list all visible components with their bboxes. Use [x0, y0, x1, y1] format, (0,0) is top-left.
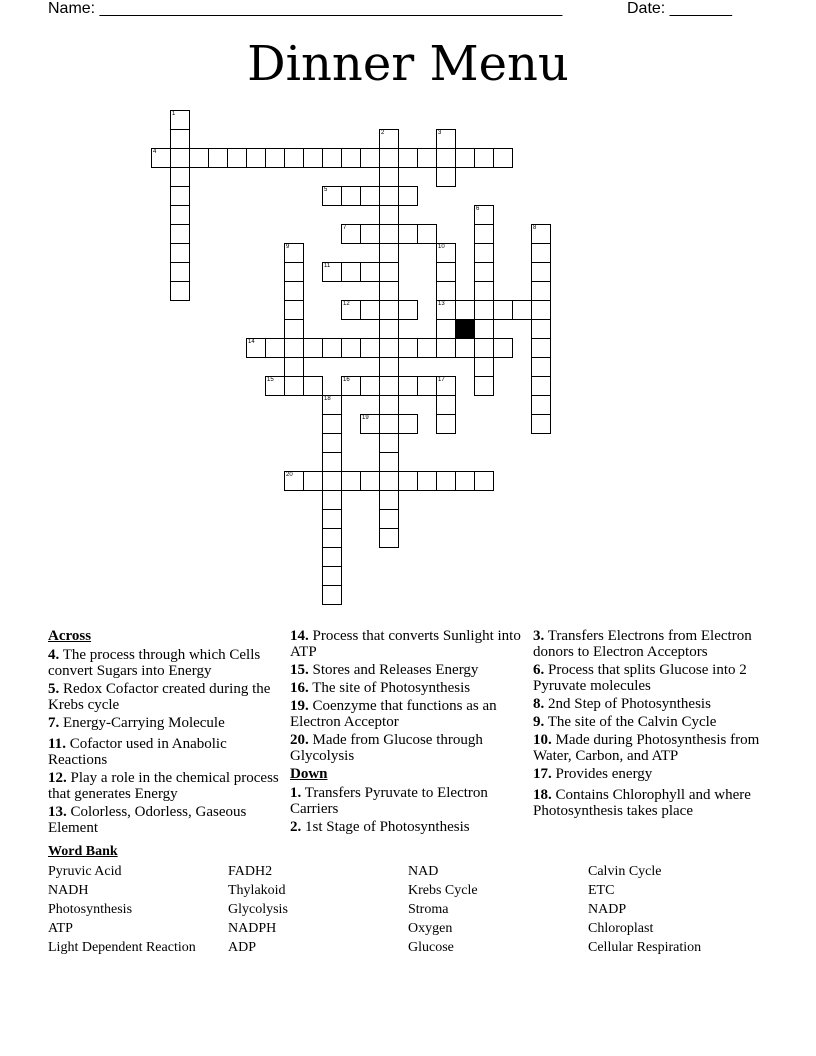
clue-across-11: 11. Cofactor used in Anabolic Reactions: [48, 736, 227, 768]
grid-cell[interactable]: [417, 338, 437, 358]
word-bank-item: Glucose: [408, 940, 454, 955]
word-bank-item: Stroma: [408, 902, 449, 917]
word-bank-item: Thylakoid: [228, 883, 286, 898]
clue-down-6: 6. Process that splits Glucose into 2 Pyruvate molecules: [533, 662, 747, 694]
grid-cell[interactable]: [265, 376, 285, 396]
grid-cell[interactable]: [474, 471, 494, 491]
clue-number: 17: [438, 377, 445, 383]
clue-down-1: 1. Transfers Pyruvate to Electron Carriers: [290, 785, 488, 817]
grid-cell[interactable]: [512, 300, 532, 320]
word-bank-item: ADP: [228, 940, 257, 955]
grid-cell[interactable]: [379, 319, 399, 339]
clue-down-18: 18. Contains Chlorophyll and where Photosynthesis takes place: [533, 787, 751, 819]
grid-cell[interactable]: [341, 338, 361, 358]
grid-cell[interactable]: [284, 262, 304, 282]
clue-number: 3: [438, 130, 442, 136]
grid-cell[interactable]: [360, 414, 380, 434]
grid-cell[interactable]: [322, 186, 342, 206]
grid-cell[interactable]: [284, 300, 304, 320]
grid-cell[interactable]: [170, 129, 190, 149]
grid-cell[interactable]: [284, 357, 304, 377]
grid-cell[interactable]: [284, 148, 304, 168]
grid-cell[interactable]: [379, 281, 399, 301]
grid-cell[interactable]: [531, 243, 551, 263]
grid-cell[interactable]: [379, 471, 399, 491]
grid-cell[interactable]: [170, 262, 190, 282]
word-bank-item: Photosynthesis: [48, 902, 133, 917]
grid-cell[interactable]: [379, 357, 399, 377]
grid-cell[interactable]: [474, 357, 494, 377]
word-bank-item: FADH2: [228, 864, 273, 879]
grid-cell[interactable]: [170, 281, 190, 301]
clue-across-5: 5. Redox Cofactor created during the Krebs cycle: [48, 681, 271, 713]
grid-cell[interactable]: [246, 338, 266, 358]
clue-down-3: 3. Transfers Electrons from Electron donors to Electron Acceptors: [533, 628, 752, 660]
grid-cell[interactable]: [417, 224, 437, 244]
grid-cell[interactable]: [284, 243, 304, 263]
grid-cell[interactable]: [341, 224, 361, 244]
grid-cell[interactable]: [531, 319, 551, 339]
grid-cell[interactable]: [322, 452, 342, 472]
grid-cell[interactable]: [322, 148, 342, 168]
clue-number: 18: [324, 396, 331, 402]
grid-cell[interactable]: [436, 243, 456, 263]
clue-across-13: 13. Colorless, Odorless, Gaseous Element: [48, 804, 247, 836]
grid-cell[interactable]: [303, 148, 323, 168]
grid-cell[interactable]: [379, 528, 399, 548]
grid-cell[interactable]: [474, 262, 494, 282]
grid-cell[interactable]: [322, 395, 342, 415]
grid-cell[interactable]: [436, 262, 456, 282]
grid-cell[interactable]: [360, 262, 380, 282]
word-bank-item: Glycolysis: [228, 902, 288, 917]
clue-across-12: 12. Play a role in the chemical process that generates Energy: [48, 770, 279, 802]
grid-cell[interactable]: [322, 490, 342, 510]
grid-cell[interactable]: [493, 338, 513, 358]
word-bank-item: Chloroplast: [588, 921, 654, 936]
word-bank-item: Light Dependent Reaction: [48, 940, 196, 955]
grid-cell[interactable]: [379, 186, 399, 206]
grid-cell[interactable]: [379, 167, 399, 187]
grid-cell[interactable]: [398, 186, 418, 206]
grid-cell[interactable]: [379, 205, 399, 225]
clue-across-4: 4. The process through which Cells convert Sugars into Energy: [48, 647, 261, 679]
grid-cell[interactable]: [379, 509, 399, 529]
clue-across-14: 14. Process that converts Sunlight into ATP: [290, 628, 521, 660]
grid-cell[interactable]: [493, 148, 513, 168]
grid-cell[interactable]: [398, 471, 418, 491]
grid-cell[interactable]: [170, 167, 190, 187]
grid-cell[interactable]: [398, 148, 418, 168]
word-bank-title: Word Bank: [48, 844, 118, 859]
clue-number: 10: [438, 244, 445, 250]
clue-number: 19: [362, 415, 369, 421]
name-line[interactable]: Name: ____________________________________________________: [48, 0, 563, 17]
grid-cell[interactable]: [398, 414, 418, 434]
grid-cell[interactable]: [474, 205, 494, 225]
grid-cell[interactable]: [379, 243, 399, 263]
grid-cell[interactable]: [360, 471, 380, 491]
grid-cell[interactable]: [322, 566, 342, 586]
grid-cell[interactable]: [227, 148, 247, 168]
clue-number: 7: [343, 225, 347, 231]
grid-cell[interactable]: [170, 186, 190, 206]
grid-cell[interactable]: [531, 224, 551, 244]
clue-number: 12: [343, 301, 350, 307]
grid-cell[interactable]: [322, 414, 342, 434]
grid-cell[interactable]: [417, 148, 437, 168]
date-line[interactable]: Date: _______: [627, 0, 732, 17]
grid-cell[interactable]: [322, 509, 342, 529]
grid-cell[interactable]: [531, 338, 551, 358]
word-bank-item: NAD: [408, 864, 439, 879]
grid-cell[interactable]: [151, 148, 171, 168]
grid-cell[interactable]: [436, 319, 456, 339]
grid-cell[interactable]: [341, 300, 361, 320]
grid-cell[interactable]: [436, 376, 456, 396]
grid-cell[interactable]: [170, 243, 190, 263]
word-bank-item: NADPH: [228, 921, 277, 936]
grid-cell[interactable]: [417, 471, 437, 491]
clue-number: 13: [438, 301, 445, 307]
grid-cell[interactable]: [322, 547, 342, 567]
page-title: Dinner Menu: [247, 36, 569, 92]
grid-cell[interactable]: [531, 262, 551, 282]
grid-cell[interactable]: [379, 262, 399, 282]
grid-cell[interactable]: [189, 148, 209, 168]
grid-cell[interactable]: [474, 148, 494, 168]
clue-down-17: 17. Provides energy: [533, 766, 653, 782]
grid-cell[interactable]: [379, 338, 399, 358]
grid-cell[interactable]: [322, 433, 342, 453]
word-bank-item: Krebs Cycle: [408, 883, 478, 898]
clue-down-2: 2. 1st Stage of Photosynthesis: [290, 819, 470, 835]
grid-cell[interactable]: [436, 395, 456, 415]
grid-cell[interactable]: [170, 224, 190, 244]
grid-cell[interactable]: [474, 243, 494, 263]
word-bank-item: ETC: [588, 883, 615, 898]
grid-cell[interactable]: [170, 205, 190, 225]
grid-cell[interactable]: [341, 471, 361, 491]
grid-cell[interactable]: [170, 148, 190, 168]
grid-cell[interactable]: [436, 300, 456, 320]
grid-cell[interactable]: [455, 471, 475, 491]
grid-cell[interactable]: [265, 338, 285, 358]
grid-cell[interactable]: [322, 528, 342, 548]
grid-cell[interactable]: [474, 319, 494, 339]
grid-cell[interactable]: [379, 300, 399, 320]
clue-number: 9: [286, 244, 290, 250]
grid-cell[interactable]: [493, 300, 513, 320]
clue-number: 6: [476, 206, 480, 212]
word-bank-item: ATP: [48, 921, 73, 936]
grid-cell[interactable]: [398, 224, 418, 244]
grid-cell[interactable]: [436, 281, 456, 301]
clue-across-20: 20. Made from Glucose through Glycolysis: [290, 732, 483, 764]
across-heading: Across: [48, 628, 92, 644]
clues-column-2: [290, 628, 522, 837]
grid-cell[interactable]: [379, 395, 399, 415]
grid-cell[interactable]: [417, 376, 437, 396]
grid-cell[interactable]: [360, 376, 380, 396]
word-bank-item: Cellular Respiration: [588, 940, 702, 955]
grid-cell[interactable]: [322, 262, 342, 282]
clue-number: 4: [153, 149, 157, 155]
grid-cell[interactable]: [170, 110, 190, 130]
grid-cell[interactable]: [379, 490, 399, 510]
grid-cell[interactable]: [455, 148, 475, 168]
grid-cell[interactable]: [436, 338, 456, 358]
clue-number: 8: [533, 225, 537, 231]
grid-cell[interactable]: [341, 376, 361, 396]
grid-cell[interactable]: [379, 414, 399, 434]
grid-cell[interactable]: [531, 414, 551, 434]
grid-cell[interactable]: [341, 262, 361, 282]
grid-cell[interactable]: [398, 338, 418, 358]
clue-across-7: 7. Energy-Carrying Molecule: [48, 715, 225, 731]
grid-cell[interactable]: [379, 224, 399, 244]
grid-cell[interactable]: [474, 281, 494, 301]
grid-cell[interactable]: [246, 148, 266, 168]
grid-cell[interactable]: [284, 376, 304, 396]
grid-cell[interactable]: [379, 376, 399, 396]
clue-number: 5: [324, 187, 328, 193]
clues-column-1: [48, 628, 280, 838]
clue-number: 20: [286, 472, 293, 478]
grid-cell[interactable]: [360, 224, 380, 244]
grid-block: [455, 319, 475, 339]
grid-cell[interactable]: [360, 186, 380, 206]
grid-cell[interactable]: [208, 148, 228, 168]
grid-cell[interactable]: [379, 433, 399, 453]
grid-cell[interactable]: [284, 281, 304, 301]
clue-number: 1: [172, 111, 176, 117]
grid-cell[interactable]: [322, 338, 342, 358]
down-heading: Down: [290, 766, 328, 782]
grid-cell[interactable]: [455, 300, 475, 320]
clue-down-9: 9. The site of the Calvin Cycle: [533, 714, 717, 730]
word-bank-item: Pyruvic Acid: [48, 864, 122, 879]
word-bank-item: NADP: [588, 902, 627, 917]
grid-cell[interactable]: [531, 300, 551, 320]
grid-cell[interactable]: [265, 148, 285, 168]
grid-cell[interactable]: [474, 338, 494, 358]
grid-cell[interactable]: [322, 585, 342, 605]
clue-number: 2: [381, 130, 385, 136]
grid-cell[interactable]: [360, 300, 380, 320]
grid-cell[interactable]: [531, 281, 551, 301]
grid-cell[interactable]: [284, 319, 304, 339]
clue-across-19: 19. Coenzyme that functions as an Electron Acceptor: [290, 698, 497, 730]
grid-cell[interactable]: [474, 224, 494, 244]
grid-cell[interactable]: [360, 338, 380, 358]
clue-number: 16: [343, 377, 350, 383]
word-bank-item: NADH: [48, 883, 89, 898]
grid-cell[interactable]: [379, 452, 399, 472]
clue-across-16: 16. The site of Photosynthesis: [290, 680, 471, 696]
grid-cell[interactable]: [474, 376, 494, 396]
clue-down-10: 10. Made during Photosynthesis from Water, Carbon, and ATP: [533, 732, 760, 764]
grid-cell[interactable]: [398, 300, 418, 320]
grid-cell[interactable]: [398, 376, 418, 396]
grid-cell[interactable]: [436, 167, 456, 187]
grid-cell[interactable]: [436, 148, 456, 168]
grid-cell[interactable]: [436, 471, 456, 491]
grid-cell[interactable]: [303, 338, 323, 358]
word-bank-item: Oxygen: [408, 921, 453, 936]
grid-cell[interactable]: [474, 300, 494, 320]
grid-cell[interactable]: [284, 471, 304, 491]
grid-cell[interactable]: [360, 148, 380, 168]
grid-cell[interactable]: [436, 414, 456, 434]
grid-cell[interactable]: [531, 357, 551, 377]
grid-cell[interactable]: [379, 148, 399, 168]
grid-cell[interactable]: [341, 148, 361, 168]
grid-cell[interactable]: [436, 129, 456, 149]
grid-cell[interactable]: [322, 471, 342, 491]
grid-cell[interactable]: [379, 129, 399, 149]
word-bank-item: Calvin Cycle: [588, 864, 662, 879]
clue-number: 14: [248, 339, 255, 345]
grid-cell[interactable]: [303, 471, 323, 491]
grid-cell[interactable]: [531, 376, 551, 396]
grid-cell[interactable]: [284, 338, 304, 358]
clue-number: 11: [324, 263, 331, 269]
clue-across-15: 15. Stores and Releases Energy: [290, 662, 479, 678]
clue-down-8: 8. 2nd Step of Photosynthesis: [533, 696, 711, 712]
grid-cell[interactable]: [341, 186, 361, 206]
clue-number: 15: [267, 377, 274, 383]
grid-cell[interactable]: [531, 395, 551, 415]
clues-column-3: [533, 628, 769, 821]
grid-cell[interactable]: [455, 338, 475, 358]
grid-cell[interactable]: [303, 376, 323, 396]
